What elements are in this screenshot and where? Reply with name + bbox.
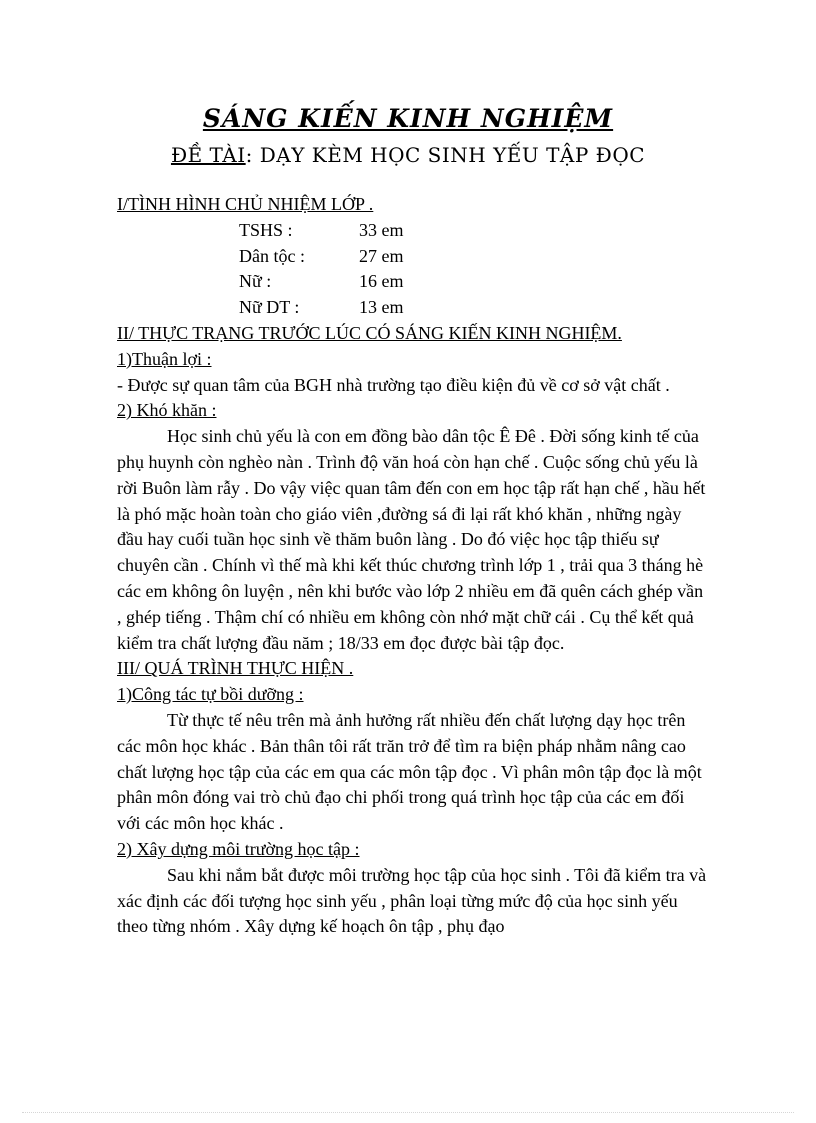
document-subtitle	[0, 143, 816, 167]
difficulties-text: Học sinh chủ yếu là con em đồng bào dân tộc Ê Đê . Đời sống kinh tế của phụ huynh còn nghèo nàn . Trình độ văn hoá còn hạn chế . Cuộc sống chủ yếu là rời Buôn làm rẫy . Do vậy việc quan tâm đến con em học tập rất hạn chế , hầu hết là phó mặc hoàn toàn cho giáo viên ,đường sá đi lại rất khó khăn , những ngày đầu hay cuối tuần học sinh về thăm buôn làng . Do đó việc học tập thiếu sự chuyên cần . Chính vì thế mà khi kết thúc chương trình lớp 1 , trải qua 3 tháng hè các em không ôn luyện , nên khi bước vào lớp 2 nhiều em đã quên cách ghép vần , ghép tiếng . Thậm chí có nhiều em không còn nhớ mặt chữ cái . Cụ thể kết quả kiểm tra chất lượng đầu năm ; 18/33 em đọc được bài tập đọc.	[117, 426, 706, 653]
stat-value: 16 em	[359, 271, 404, 292]
subtitle-label: ĐỀ TÀI	[170, 143, 246, 167]
section1-heading: I/TÌNH HÌNH CHỦ NHIỆM LỚP .	[117, 194, 374, 214]
environment-text: Sau khi nắm bắt được môi trường học tập của học sinh . Tôi đã kiểm tra và xác định các đối tượng học sinh yếu , phân loại từng mức độ của học sinh yếu theo từng nhóm . Xây dựng kế hoạch ôn tập , phụ đạo	[117, 864, 707, 937]
self-training-text: Từ thực tế nêu trên mà ảnh hưởng rất nhiều đến chất lượng dạy học trên các môn học khác . Bản thân tôi rất trăn trở để tìm ra biện pháp nhằm nâng cao chất lượng học tập của các em qua các môn tập đọc . Vì phân môn tập đọc là một phân môn đóng vai trò chủ đạo chi phối trong quá trình học tập của các em đối với các môn học khác .	[117, 709, 702, 834]
stat-key: TSHS :	[239, 219, 293, 240]
stat-row	[117, 218, 707, 244]
stat-row	[117, 269, 707, 295]
stat-row	[117, 295, 707, 321]
stat-value: 33 em	[359, 219, 404, 240]
section3-heading: III/ QUÁ TRÌNH THỰC HIỆN .	[117, 658, 354, 679]
advantages-text: - Được sự quan tâm của BGH nhà trường tạo điều kiện đủ về cơ sở vật chất .	[117, 374, 670, 395]
subtitle-text: : DẠY KÈM HỌC SINH YẾU TẬP ĐỌC	[245, 143, 646, 167]
document-title: SÁNG KIẾN KINH NGHIỆM	[202, 104, 614, 133]
stat-key: Nữ :	[239, 271, 272, 292]
stat-key: Dân tộc :	[239, 245, 305, 266]
stat-row	[117, 244, 707, 270]
self-training-heading: 1)Công tác tự bồi dưỡng :	[117, 684, 304, 705]
stat-value: 13 em	[359, 297, 404, 318]
stat-value: 27 em	[359, 245, 404, 266]
document-body	[117, 192, 707, 940]
section2-heading: II/ THỰC TRẠNG TRƯỚC LÚC CÓ SÁNG KIẾN KINH NGHIỆM.	[117, 322, 622, 343]
environment-heading: 2) Xây dựng môi trường học tập :	[117, 838, 360, 859]
advantages-heading: 1)Thuận lợi :	[117, 348, 212, 369]
difficulties-heading: 2) Khó khăn :	[117, 400, 217, 421]
page-bottom-divider	[22, 1112, 794, 1113]
stat-key: Nữ DT :	[239, 297, 300, 318]
